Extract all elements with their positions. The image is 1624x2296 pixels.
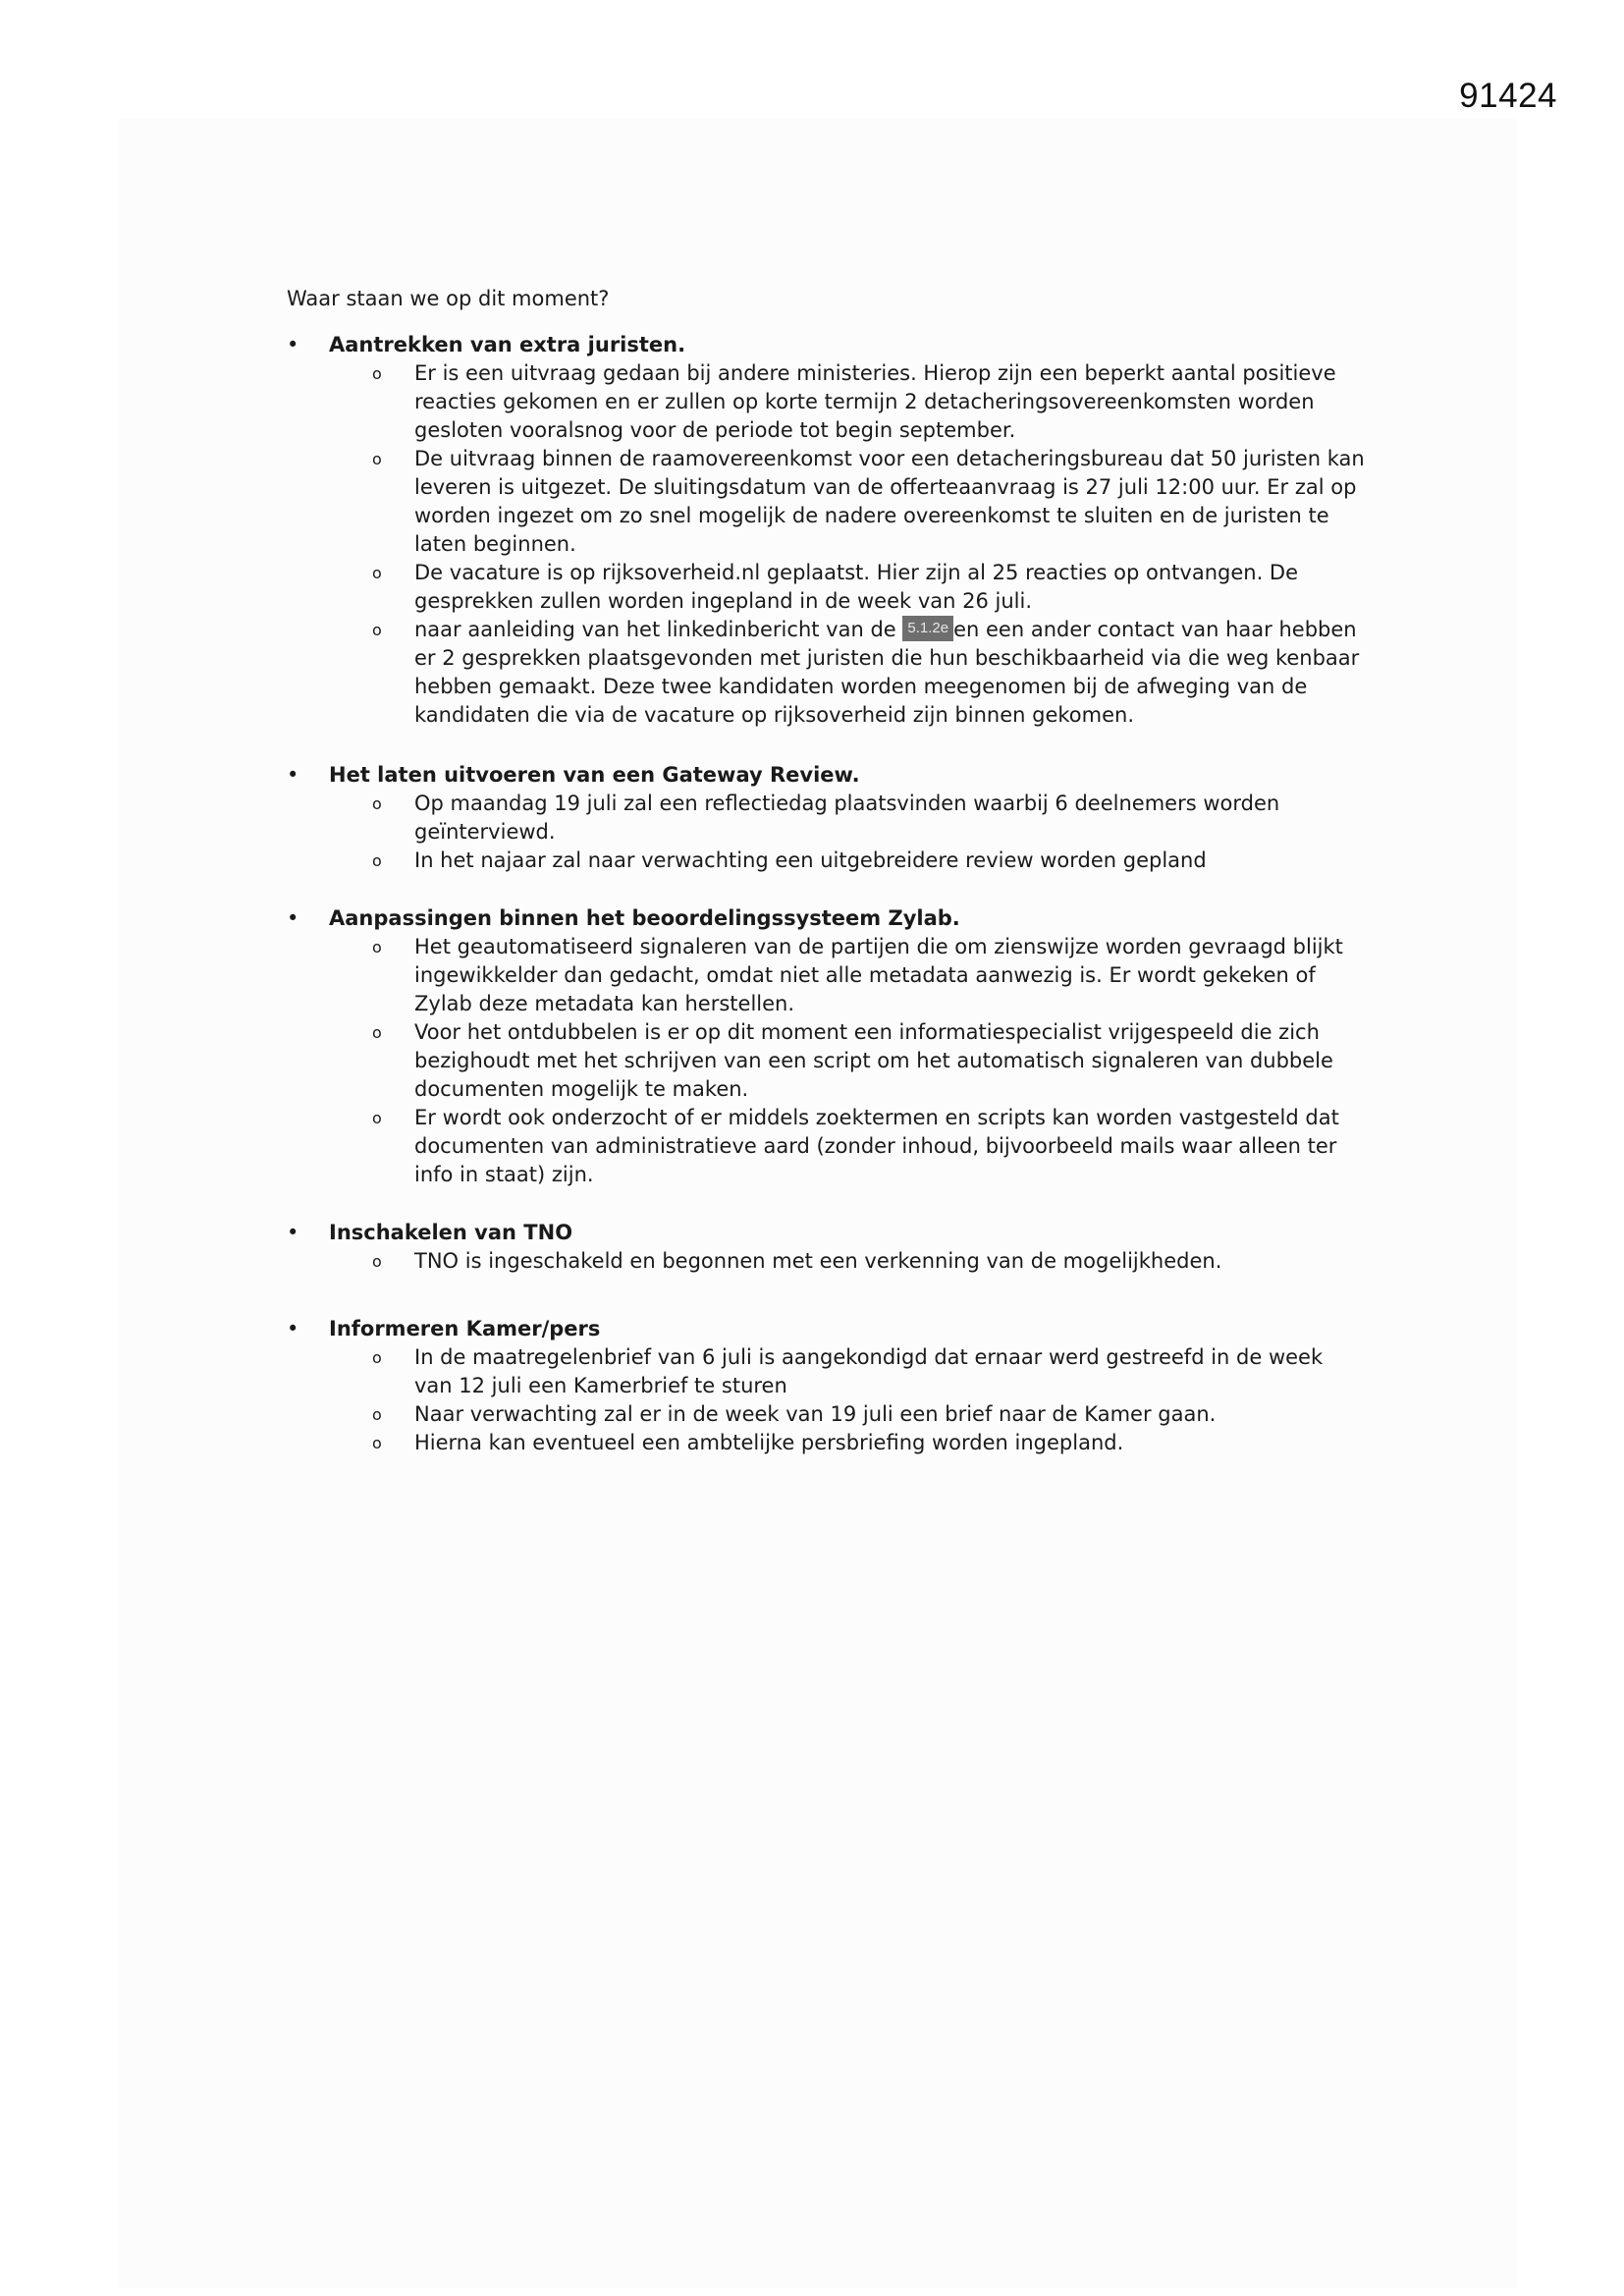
bullet-marker: • bbox=[287, 1221, 299, 1244]
sub-bullet-marker: o bbox=[372, 1348, 382, 1367]
list-item-text: In de maatregelenbrief van 6 juli is aangekondigd dat ernaar werd gestreefd in de week van 12 juli een Kamerbrief te sturen bbox=[414, 1345, 1324, 1397]
sub-bullet-marker: o bbox=[372, 364, 382, 383]
sub-bullet-marker: o bbox=[372, 794, 382, 813]
sub-bullet-marker: o bbox=[372, 621, 382, 639]
section-title: Informeren Kamer/pers bbox=[329, 1317, 601, 1340]
list-item bbox=[372, 1400, 1367, 1429]
section-title: Inschakelen van TNO bbox=[329, 1221, 573, 1244]
list-item-text: Er wordt ook onderzocht of er middels zoektermen en scripts kan worden vastgesteld dat documenten van administratieve aard (zonder inhoud, bijvoorbeeld mails waar alleen ter info in staat) zijn. bbox=[414, 1106, 1339, 1186]
list-item bbox=[372, 616, 1367, 730]
sub-list bbox=[329, 1343, 1367, 1457]
list-item-text: De vacature is op rijksoverheid.nl geplaatst. Hier zijn al 25 reacties op ontvangen. De gesprekken zullen worden ingepland in de week van 26 juli. bbox=[414, 561, 1299, 613]
list-item-text-after: en een ander contact van haar hebben er 2 gesprekken plaatsgevonden met juristen die hun beschikbaarheid via die weg kenbaar hebben gemaakt. Deze twee kandidaten worden meegenomen bij de afweging van de kandidaten die via de vacature op rijksoverheid zijn binnen gekomen. bbox=[414, 618, 1360, 727]
sub-bullet-marker: o bbox=[372, 1252, 382, 1271]
intro-question: Waar staan we op dit moment? bbox=[287, 287, 610, 310]
list-item-text: Het geautomatiseerd signaleren van de partijen die om zienswijze worden gevraagd blijkt ingewikkelder dan gedacht, omdat niet alle metadata aanwezig is. Er wordt gekeken of Zylab deze metadata kan herstellen. bbox=[414, 935, 1343, 1015]
sub-list bbox=[329, 359, 1367, 730]
sub-bullet-marker: o bbox=[372, 1023, 382, 1042]
list-item-text: Er is een uitvraag gedaan bij andere ministeries. Hierop zijn een beperkt aantal positieve reacties gekomen en er zullen op korte termijn 2 detacheringsovereenkomsten worden gesloten vooralsnog voor de periode tot begin september. bbox=[414, 361, 1336, 442]
section-kamer-pers bbox=[287, 1315, 1367, 1457]
list-item-text: Op maandag 19 juli zal een reflectiedag plaatsvinden waarbij 6 deelnemers worden geïnterviewd. bbox=[414, 792, 1280, 844]
page-number: 91424 bbox=[1459, 77, 1557, 115]
sub-bullet-marker: o bbox=[372, 938, 382, 957]
sub-bullet-marker: o bbox=[372, 450, 382, 468]
list-item bbox=[372, 790, 1367, 847]
list-item bbox=[372, 1247, 1367, 1276]
list-item bbox=[372, 359, 1367, 445]
sub-bullet-marker: o bbox=[372, 1434, 382, 1452]
list-item-text: Hierna kan eventueel een ambtelijke persbriefing worden ingepland. bbox=[414, 1431, 1124, 1454]
list-item bbox=[372, 445, 1367, 559]
sub-list bbox=[329, 790, 1367, 875]
list-item-text: In het najaar zal naar verwachting een uitgebreidere review worden gepland bbox=[414, 848, 1207, 872]
section-tno bbox=[287, 1219, 1367, 1276]
section-title: Het laten uitvoeren van een Gateway Review. bbox=[329, 763, 860, 787]
section-gateway-review bbox=[287, 761, 1367, 875]
redaction-box: 5.1.2e bbox=[902, 616, 953, 641]
bullet-marker: • bbox=[287, 333, 299, 356]
list-item bbox=[372, 1343, 1367, 1400]
bullet-marker: • bbox=[287, 1317, 299, 1340]
list-item-text: De uitvraag binnen de raamovereenkomst voor een detacheringsbureau dat 50 juristen kan leveren is uitgezet. De sluitingsdatum van de offerteaanvraag is 27 juli 12:00 uur. Er zal op worden ingezet om zo snel mogelijk de nadere overeenkomst te sluiten en de juristen te laten beginnen. bbox=[414, 447, 1365, 556]
list-item bbox=[372, 933, 1367, 1018]
section-title: Aantrekken van extra juristen. bbox=[329, 333, 686, 356]
section-zylab bbox=[287, 904, 1367, 1189]
section-title: Aanpassingen binnen het beoordelingssysteem Zylab. bbox=[329, 906, 960, 930]
sub-bullet-marker: o bbox=[372, 1405, 382, 1424]
list-item bbox=[372, 1429, 1367, 1457]
list-item-text: Naar verwachting zal er in de week van 19 juli een brief naar de Kamer gaan. bbox=[414, 1402, 1217, 1426]
document-body bbox=[287, 285, 1367, 1457]
list-item bbox=[372, 1018, 1367, 1104]
list-item-text: TNO is ingeschakeld en begonnen met een verkenning van de mogelijkheden. bbox=[414, 1249, 1222, 1273]
sub-bullet-marker: o bbox=[372, 564, 382, 582]
list-item bbox=[372, 847, 1367, 875]
sub-list bbox=[329, 933, 1367, 1189]
sub-list bbox=[329, 1247, 1367, 1276]
list-item-text-before: naar aanleiding van het linkedinbericht van de bbox=[414, 618, 903, 641]
section-extra-juristen bbox=[287, 331, 1367, 730]
list-item bbox=[372, 559, 1367, 616]
bullet-marker: • bbox=[287, 763, 299, 787]
list-item-text: Voor het ontdubbelen is er op dit moment een informatiespecialist vrijgespeeld die zich bezighoudt met het schrijven van een script om het automatisch signaleren van dubbele documenten mogelijk te maken. bbox=[414, 1020, 1333, 1101]
sub-bullet-marker: o bbox=[372, 1109, 382, 1127]
list-item bbox=[372, 1104, 1367, 1189]
bullet-marker: • bbox=[287, 906, 299, 930]
sub-bullet-marker: o bbox=[372, 851, 382, 870]
